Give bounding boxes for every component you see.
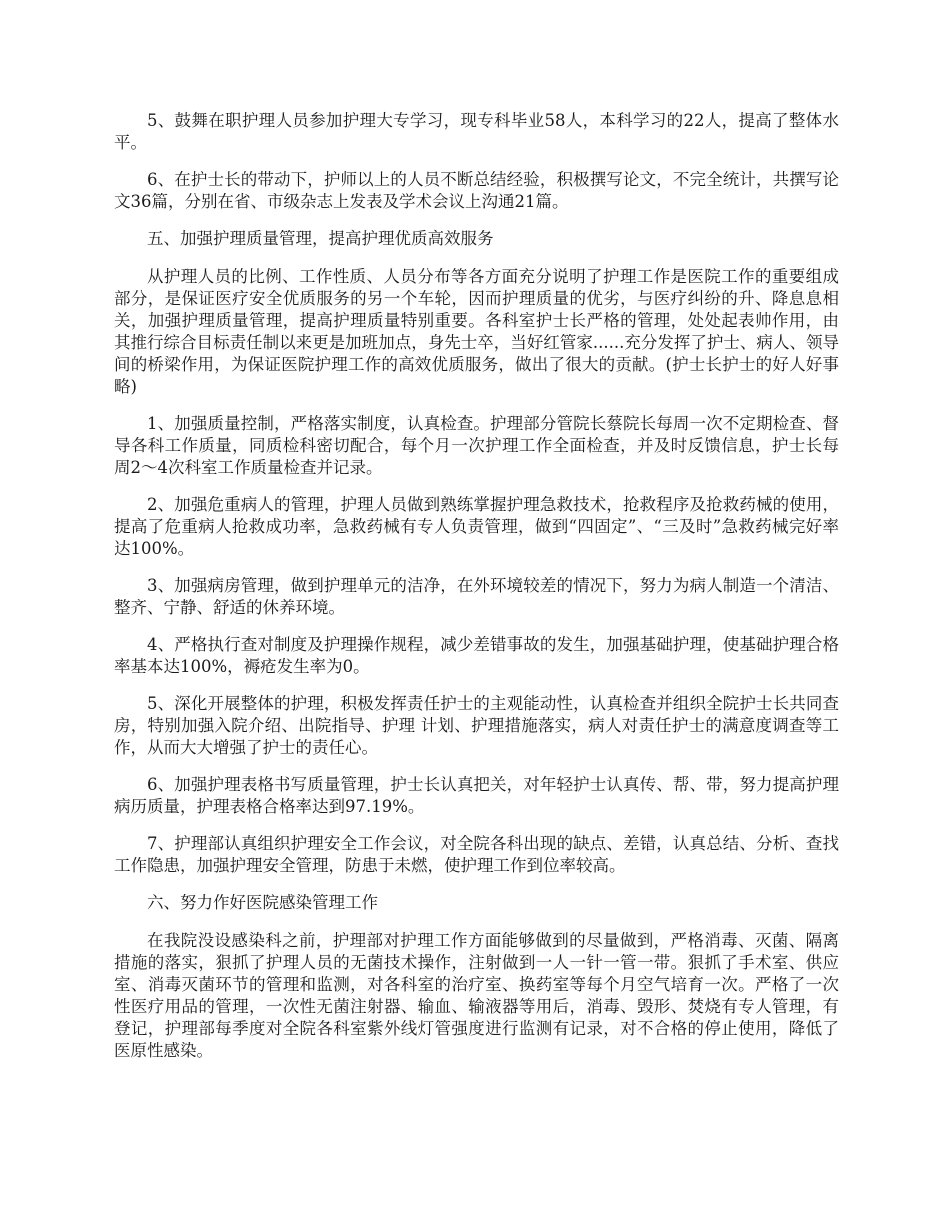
section-heading-infection: 六、努力作好医院感染管理工作 — [147, 893, 378, 912]
paragraph-quality-item-6: 6、加强护理表格书写质量管理，护士长认真把关，对年轻护士认真传、帮、带，努力提高护理病历质量，护理表格合格率达到97.19%。 — [114, 775, 839, 816]
paragraph-quality-item-1: 1、加强质量控制，严格落实制度，认真检查。护理部分管院长蔡院长每周一次不定期检查、督导各科工作质量，同质检科密切配合，每个月一次护理工作全面检查，并及时反馈信息，护士长每周2～4次科室工作质量检查并记录。 — [114, 414, 839, 477]
paragraph-infection-body: 在我院没设感染科之前，护理部对护理工作方面能够做到的尽量做到，严格消毒、灭菌、隔离措施的落实，狠抓了护理人员的无菌技术操作，注射做到一人一针一管一带。狠抓了手术室、供应室、消毒灭菌环节的管理和监测，对各科室的治疗室、换药室等每个月空气培育一次。严格了一次性医疗用品的管理，一次性无菌注射器、输血、输液器等用后，消毒、毁形、焚烧有专人管理，有登记，护理部每季度对全院各科室紫外线灯管强度进行监测有记录，对不合格的停止使用，降低了医原性感染。 — [114, 931, 839, 1060]
paragraph-item-5-training: 5、鼓舞在职护理人员参加护理大专学习，现专科毕业58人，本科学习的22人，提高了整体水平。 — [114, 111, 839, 152]
paragraph-item-6-papers: 6、在护士长的带动下，护师以上的人员不断总结经验，积极撰写论文，不完全统计，共撰写论文36篇，分别在省、市级杂志上发表及学术会议上沟通21篇。 — [114, 170, 839, 211]
paragraph-quality-item-4: 4、严格执行查对制度及护理操作规程，减少差错事故的发生，加强基础护理，使基础护理合格率基本达100%，褥疮发生率为0。 — [114, 635, 839, 676]
paragraph-quality-intro: 从护理人员的比例、工作性质、人员分布等各方面充分说明了护理工作是医院工作的重要组成部分，是保证医疗安全优质服务的另一个车轮，因而护理质量的优劣，与医疗纠纷的升、降息息相关，加强护理质量管理，提高护理质量特别重要。各科室护士长严格的管理，处处起表帅作用，由其推行综合目标责任制以来更是加班加点，身先士卒，当好红管家......充分发挥了护士、病人、领导间的桥梁作用，为保证医院护理工作的高效优质服务，做出了很大的贡献。(护士长护士的好人好事略) — [114, 267, 839, 396]
paragraph-quality-item-5: 5、深化开展整体的护理，积极发挥责任护士的主观能动性，认真检查并组织全院护士长共同查房，特别加强入院介绍、出院指导、护理 计划、护理措施落实，病人对责任护士的满意度调查等工作，从而大大增强了护士的责任心。 — [114, 694, 839, 757]
paragraph-quality-item-7: 7、护理部认真组织护理安全工作会议，对全院各科出现的缺点、差错，认真总结、分析、查找工作隐患，加强护理安全管理，防患于未燃，使护理工作到位率较高。 — [114, 834, 839, 875]
paragraph-quality-item-2: 2、加强危重病人的管理，护理人员做到熟练掌握护理急救技术，抢救程序及抢救药械的使用，提高了危重病人抢救成功率，急救药械有专人负责管理，做到“四固定”、“三及时”急救药械完好率达100%。 — [114, 495, 839, 558]
section-heading-quality: 五、加强护理质量管理，提高护理优质高效服务 — [147, 229, 494, 248]
paragraph-quality-item-3: 3、加强病房管理，做到护理单元的洁净，在外环境较差的情况下，努力为病人制造一个清洁、整齐、宁静、舒适的休养环境。 — [114, 576, 839, 617]
document-body — [114, 110, 839, 1077]
